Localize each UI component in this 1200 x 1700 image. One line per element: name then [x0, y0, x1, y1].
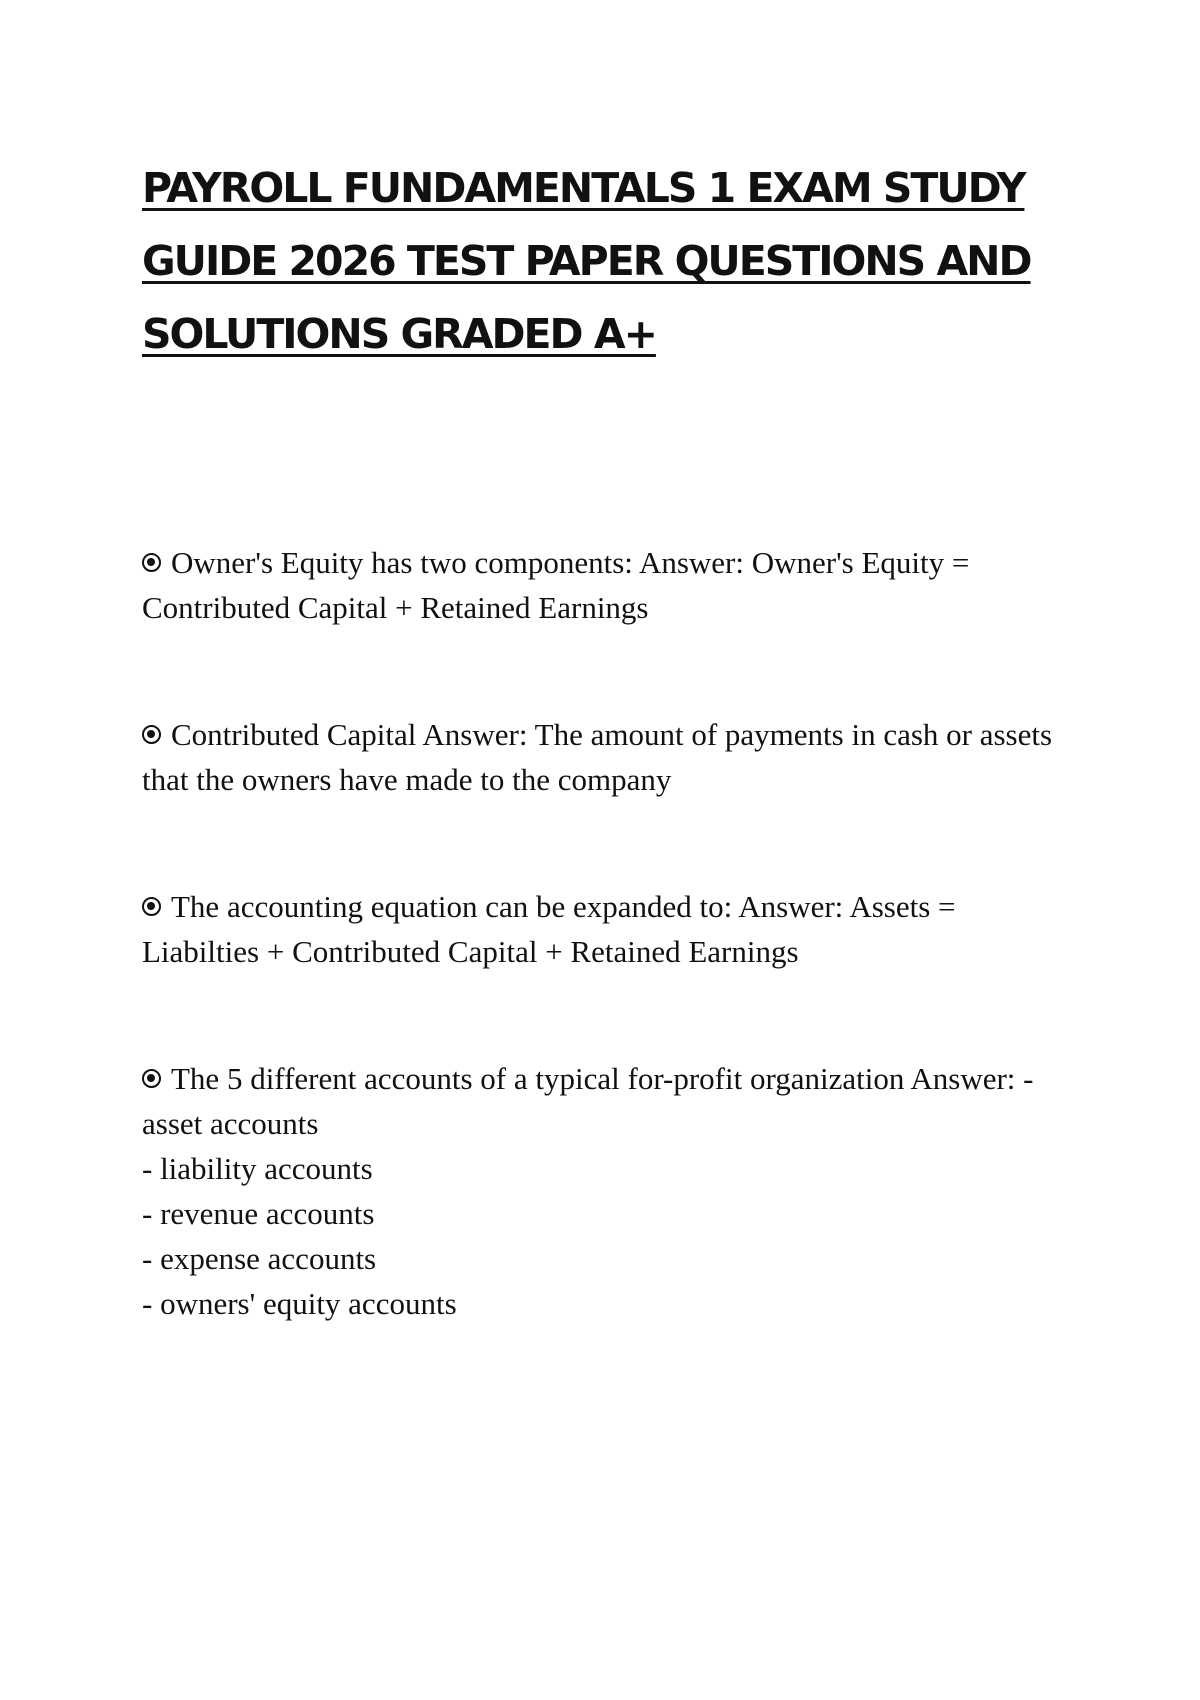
- qa-item-text-line: [142, 1056, 1072, 1146]
- qa-item-text: Contributed Capital Answer: The amount of payments in cash or assets that the owners have made to the company: [142, 717, 1053, 797]
- qa-sub-item: - expense accounts: [142, 1241, 377, 1276]
- qa-item-text: Owner's Equity has two components: Answer: Owner's Equity = Contributed Capital + Retained Earnings: [142, 545, 970, 625]
- radio-bullet-icon: [142, 1069, 161, 1088]
- qa-sub-item: - owners' equity accounts: [142, 1286, 457, 1321]
- qa-list: [142, 540, 1072, 1408]
- qa-sub-item: - revenue accounts: [142, 1196, 375, 1231]
- qa-item-text-line: [142, 712, 1072, 802]
- qa-item-text: The 5 different accounts of a typical for-profit organization Answer: - asset accounts: [142, 1061, 1034, 1141]
- radio-bullet-icon: [142, 897, 161, 916]
- qa-item-text: The accounting equation can be expanded to: Answer: Assets = Liabilties + Contributed Capital + Retained Earnings: [142, 889, 956, 969]
- qa-item: [142, 884, 1072, 974]
- document-title: PAYROLL FUNDAMENTALS 1 EXAM STUDY GUIDE 2026 TEST PAPER QUESTIONS AND SOLUTIONS GRADED A+: [142, 164, 1031, 358]
- qa-item-text-line: [142, 540, 1072, 630]
- qa-item-text-line: [142, 884, 1072, 974]
- qa-item: [142, 712, 1072, 802]
- qa-item: [142, 540, 1072, 630]
- qa-item: [142, 1056, 1072, 1326]
- qa-sub-item: - liability accounts: [142, 1151, 373, 1186]
- radio-bullet-icon: [142, 553, 161, 572]
- radio-bullet-icon: [142, 725, 161, 744]
